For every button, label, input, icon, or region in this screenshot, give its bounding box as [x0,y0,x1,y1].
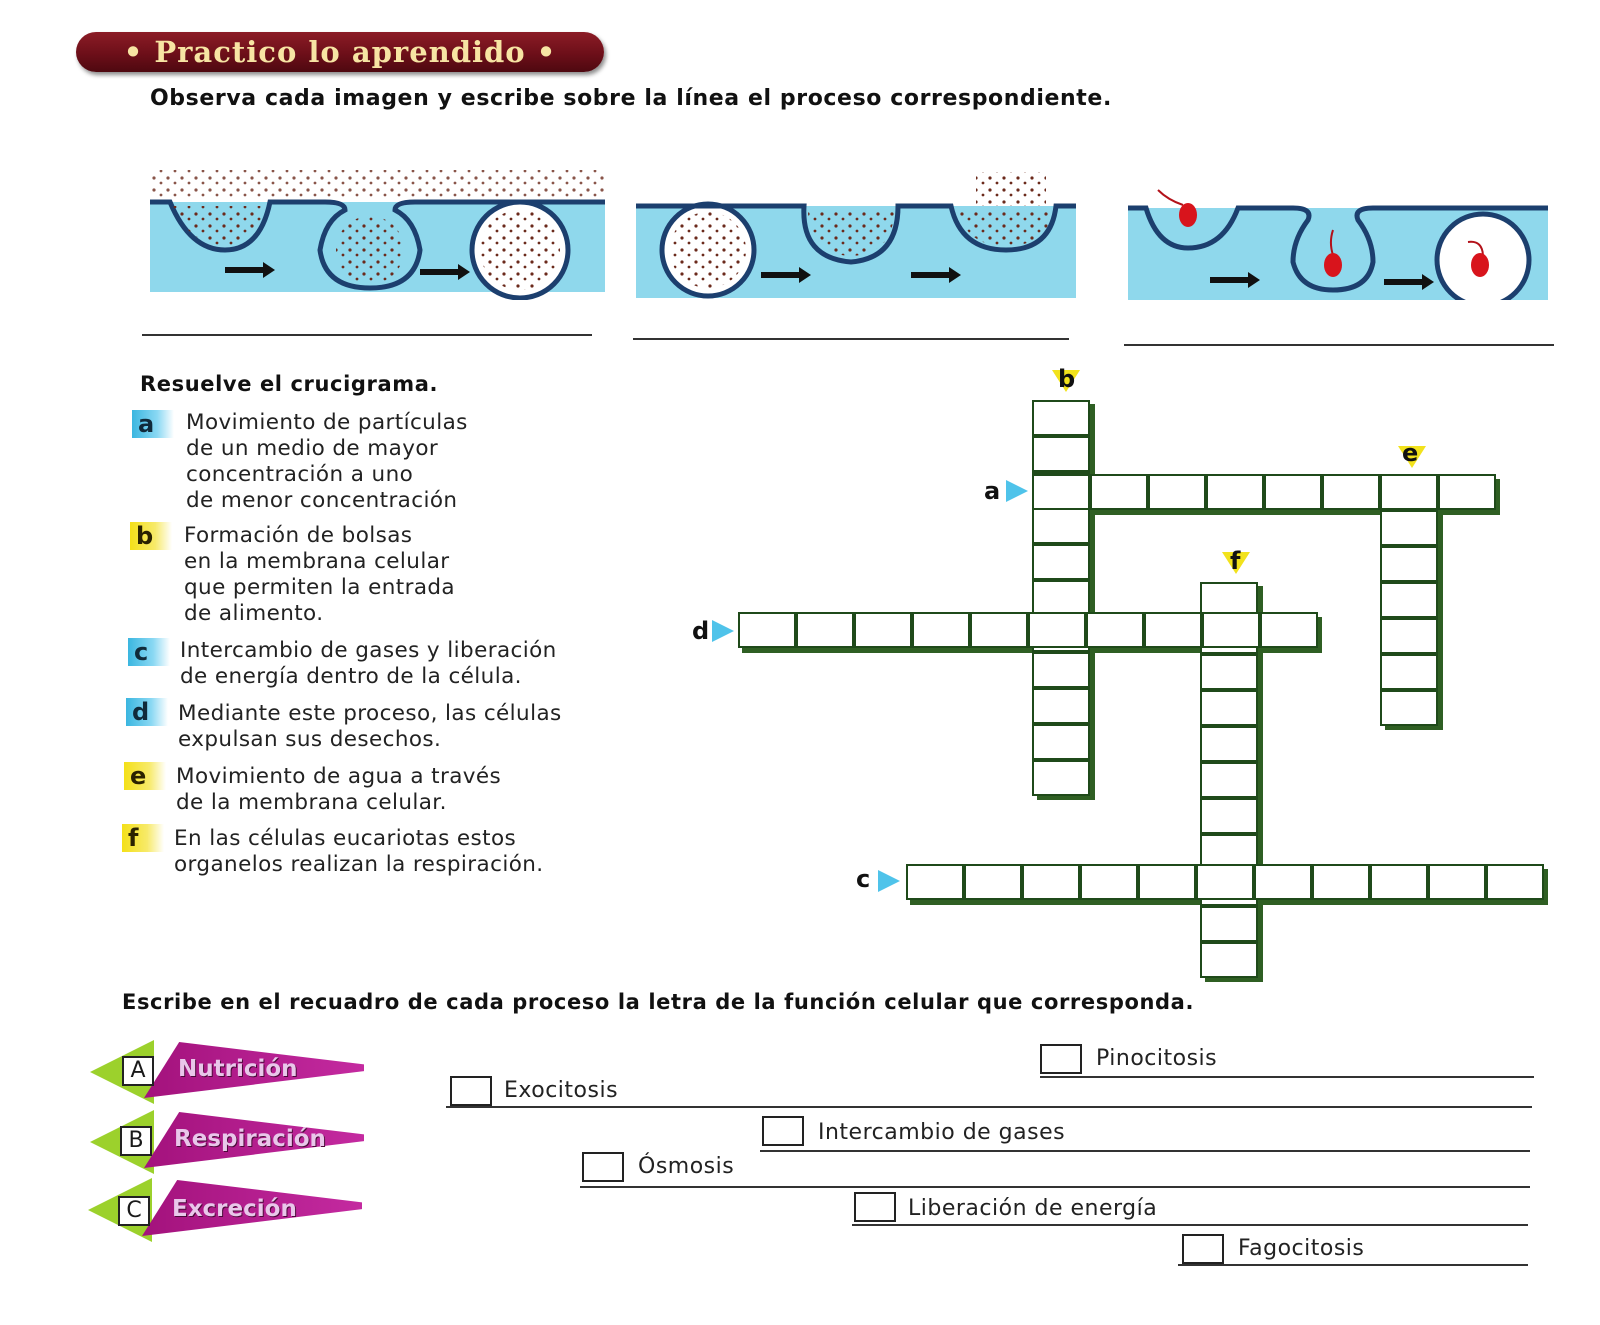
function-name-b: Respiración [174,1126,326,1152]
crossword-cell-c-1[interactable] [906,864,964,900]
clue-tag-d: d [126,698,168,726]
crossword-cell-c-7[interactable] [1254,864,1312,900]
process-answer-box-pinocitosis[interactable] [1040,1044,1082,1074]
crossword-cell-c-9[interactable] [1370,864,1428,900]
process-label-liberacion: Liberación de energía [908,1196,1158,1221]
process-line [1040,1076,1534,1078]
crossword-cell-d-4[interactable] [912,612,970,648]
process-line [760,1150,1530,1152]
crossword-cell-a-5[interactable] [1264,474,1322,510]
crossword-cell-e-5[interactable] [1380,618,1438,654]
crossword-cell-e-2[interactable] [1380,510,1438,546]
process-line [1178,1264,1528,1266]
process-label-osmosis: Ósmosis [638,1154,735,1179]
clue-text-c: Intercambio de gases y liberación de energía dentro de la célula. [180,638,557,689]
crossword-label-d: d [692,617,710,645]
function-name-c: Excreción [172,1196,297,1222]
crossword-cell-b-5[interactable] [1032,544,1090,580]
clue-tag-a: a [132,410,174,438]
instruction-observe: Observa cada imagen y escribe sobre la línea el proceso correspondiente. [150,86,1112,111]
process-answer-box-liberacion[interactable] [854,1192,896,1222]
process-label-exocitosis: Exocitosis [504,1078,619,1103]
crossword-cell-a-6[interactable] [1322,474,1380,510]
crossword-cell-f-11[interactable] [1200,942,1258,978]
crossword-cell-a-1[interactable] [1032,474,1090,510]
process-label-pinocitosis: Pinocitosis [1096,1046,1218,1071]
crossword-label-e: e [1402,439,1419,467]
crossword-cell-a-3[interactable] [1148,474,1206,510]
process-line [580,1186,1530,1188]
crossword-cell-d-5[interactable] [970,612,1028,648]
crossword-cell-b-11[interactable] [1032,760,1090,796]
function-letter-c: C [118,1196,150,1226]
crossword-cell-f-4[interactable] [1200,690,1258,726]
crossword-label-c: c [856,865,871,893]
crossword-cell-e-4[interactable] [1380,582,1438,618]
clue-tag-f: f [122,824,164,852]
crossword-cell-c-8[interactable] [1312,864,1370,900]
process-line [852,1224,1528,1226]
clue-text-a: Movimiento de partículas de un medio de mayor concentración a uno de menor concentración [186,410,468,513]
crossword-cell-b-2[interactable] [1032,436,1090,472]
arrow-c-icon [878,870,900,892]
crossword-cell-a-2[interactable] [1090,474,1148,510]
function-letter-b: B [120,1126,152,1156]
crossword-cell-d-2[interactable] [796,612,854,648]
crossword-cell-e-7[interactable] [1380,690,1438,726]
crossword-cell-d-6[interactable] [1028,612,1086,648]
clue-tag-e: e [124,762,166,790]
section-banner [76,32,604,72]
crossword-cell-c-2[interactable] [964,864,1022,900]
banner-title: • Practico lo aprendido • [123,35,557,69]
crossword-cell-d-10[interactable] [1260,612,1318,648]
illustration-pinocytosis [150,150,605,300]
process-answer-box-fagocitosis[interactable] [1182,1234,1224,1264]
crossword-cell-f-5[interactable] [1200,726,1258,762]
crossword-cell-b-9[interactable] [1032,688,1090,724]
crossword-cell-b-10[interactable] [1032,724,1090,760]
process-label-fagocitosis: Fagocitosis [1238,1236,1365,1261]
crossword-cell-e-6[interactable] [1380,654,1438,690]
crossword-cell-b-8[interactable] [1032,652,1090,688]
crossword-cell-c-11[interactable] [1486,864,1544,900]
instruction-functions: Escribe en el recuadro de cada proceso la letra de la función celular que corresponda. [122,990,1195,1014]
clue-text-f: En las células eucariotas estos organelos realizan la respiración. [174,826,544,877]
crossword-cell-d-7[interactable] [1086,612,1144,648]
clue-text-e: Movimiento de agua a través de la membrana celular. [176,764,502,815]
crossword-cell-c-3[interactable] [1022,864,1080,900]
crossword-cell-d-1[interactable] [738,612,796,648]
function-badge-b [90,1108,370,1178]
crossword-cell-f-10[interactable] [1200,906,1258,942]
crossword-cell-a-7[interactable] [1380,474,1438,510]
process-answer-box-exocitosis[interactable] [450,1076,492,1106]
function-letter-a: A [122,1056,154,1086]
function-name-a: Nutrición [178,1056,298,1082]
illustration-exocytosis [636,150,1076,300]
crossword-cell-f-6[interactable] [1200,762,1258,798]
crossword-cell-f-7[interactable] [1200,798,1258,834]
crossword-cell-b-6[interactable] [1032,580,1090,616]
crossword-cell-b-4[interactable] [1032,508,1090,544]
crossword-cell-b-1[interactable] [1032,400,1090,436]
illustration-phagocytosis [1128,150,1548,300]
clue-tag-c: c [128,638,170,666]
crossword-cell-d-3[interactable] [854,612,912,648]
arrow-a-icon [1006,480,1028,502]
crossword-cell-d-8[interactable] [1144,612,1202,648]
crossword-cell-e-3[interactable] [1380,546,1438,582]
process-answer-box-osmosis[interactable] [582,1152,624,1182]
arrow-d-icon [712,620,734,642]
crossword-cell-d-9[interactable] [1202,612,1260,648]
process-answer-box-intercambio[interactable] [762,1116,804,1146]
crossword-cell-c-4[interactable] [1080,864,1138,900]
clue-tag-b: b [130,522,172,550]
process-label-intercambio: Intercambio de gases [818,1120,1066,1145]
crossword-label-a: a [984,477,1001,505]
crossword-cell-a-4[interactable] [1206,474,1264,510]
crossword-label-b: b [1058,365,1076,393]
instruction-crossword: Resuelve el crucigrama. [140,372,439,396]
clue-text-b: Formación de bolsas en la membrana celular que permiten la entrada de alimento. [184,523,456,626]
crossword-cell-c-6[interactable] [1196,864,1254,900]
answer-line-1[interactable] [142,334,592,336]
function-badge-c [88,1176,368,1246]
crossword-cell-c-5[interactable] [1138,864,1196,900]
crossword-cell-f-3[interactable] [1200,654,1258,690]
crossword-cell-c-10[interactable] [1428,864,1486,900]
clue-text-d: Mediante este proceso, las células expulsan sus desechos. [178,701,562,752]
answer-line-3[interactable] [1124,344,1554,346]
crossword-cell-a-8[interactable] [1438,474,1496,510]
crossword-label-f: f [1230,547,1241,575]
answer-line-2[interactable] [633,338,1069,340]
process-line [446,1106,1532,1108]
function-badge-a [90,1038,370,1108]
